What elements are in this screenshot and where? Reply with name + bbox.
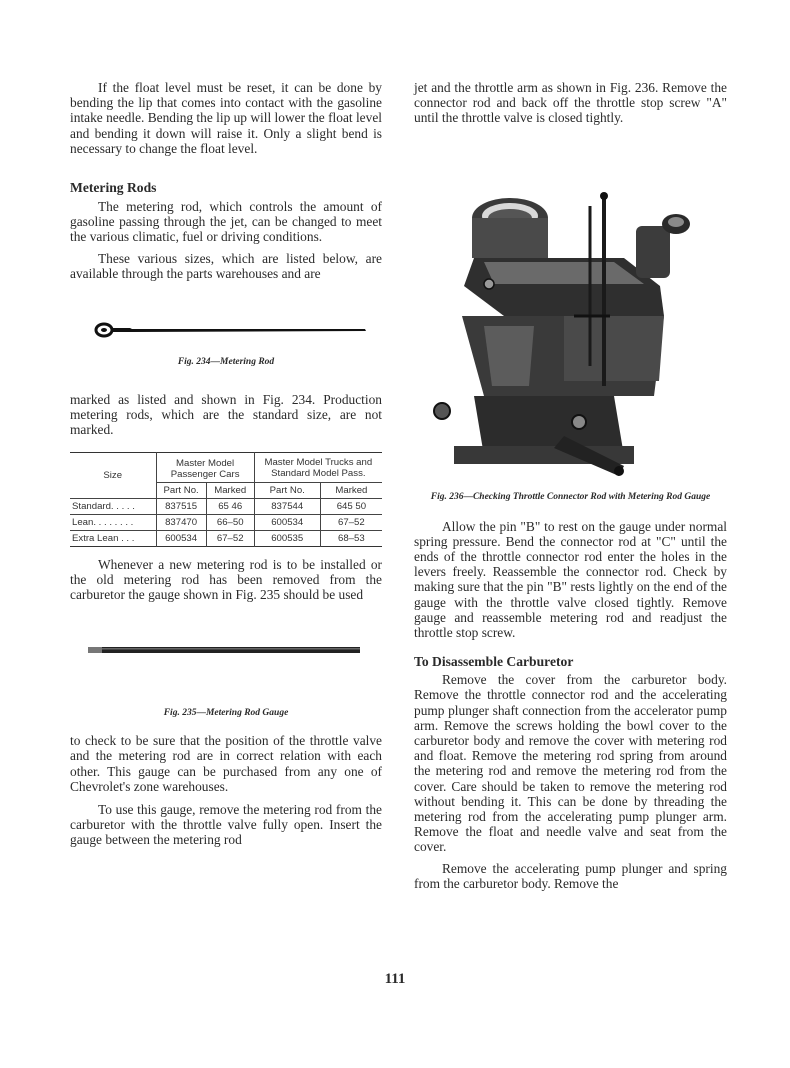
table-header-marked-2: Marked: [320, 482, 382, 498]
table-cell-part-no: 837470: [156, 514, 206, 530]
paragraph-use-gauge: To use this gauge, remove the metering rod from the carburetor with the throttle valve fully open. Insert the gauge between the metering rod: [70, 802, 382, 848]
table-cell-marked: 67–52: [320, 514, 382, 530]
table-header-passenger-cars: Master Model Passenger Cars: [156, 452, 254, 482]
fig-235-caption: Fig. 235—Metering Rod Gauge: [163, 708, 289, 719]
paragraph-jet-throttle-arm: jet and the throttle arm as shown in Fig. 236. Remove the connector rod and back off the throttle stop screw "A" until the throttle valve is closed tightly.: [414, 80, 727, 126]
table-header-part-no-1: Part No.: [156, 482, 206, 498]
paragraph-marked: marked as listed and shown in Fig. 234. Production metering rods, which are the standard size, are not marked.: [70, 392, 382, 438]
table-cell-part-no: 600535: [254, 530, 320, 546]
paragraph-check-position: to check to be sure that the position of the throttle valve and the metering rod are in correct relation with each other. This gauge can be purchased from any one of Chevrolet's zone warehouses.: [70, 733, 382, 794]
table-cell-marked: 68–53: [320, 530, 382, 546]
paragraph-float-level: If the float level must be reset, it can be done by bending the lip that comes into contact with the gasoline intake needle. Bending the lip up will lower the float level and bending it down will raise it. Only a slight bend is necessary to change the float level.: [70, 80, 382, 156]
right-column: [414, 80, 727, 891]
table-header-trucks: Master Model Trucks and Standard Model Pass.: [254, 452, 382, 482]
table-cell-size: Lean. . . . . . . .: [72, 516, 134, 528]
carburetor-illustration: [414, 166, 727, 486]
table-cell-marked: 645 50: [320, 498, 382, 514]
table-cell-size: Extra Lean . . .: [72, 532, 135, 544]
metering-rod-figure: [70, 319, 382, 343]
fig-234-caption: Fig. 234—Metering Rod: [177, 357, 275, 368]
table-header-marked-1: Marked: [206, 482, 254, 498]
table-cell-part-no: 600534: [156, 530, 206, 546]
paragraph-remove-cover: Remove the cover from the carburetor body. Remove the throttle connector rod and the accelerating pump plunger shaft connection from the accelerator pump arm. Remove the screws holding the bowl cover to the carburetor body and remove the cover with metering rod and float. Remove the metering rod spring from around the metering rod and remove the metering rod from the cover. Care should be taken to remove the metering rod without bending it. This can be done by threading the metering rod from the accelerating pump plunger arm. Remove the float and needle valve and seat from the cover.: [414, 672, 727, 855]
table-row: [70, 498, 382, 514]
paragraph-sizes-available: These various sizes, which are listed below, are available through the parts warehouses and are: [70, 250, 382, 281]
page-number: 111: [384, 971, 406, 987]
metering-rod-gauge-figure: [70, 644, 382, 658]
paragraph-allow-pin: Allow the pin "B" to rest on the gauge under normal spring pressure. Bend the connector rod at "C" until the ends of the throttle connector rod enter the holes in the levers freely. Reassemble the connector rod. Check by making sure that the pin "B" rests lightly on the end of the gauge with the throttle valve closed tightly. Remove gauge and reassemble metering rod and readjust the throttle stop screw.: [414, 518, 727, 641]
table-cell-part-no: 600534: [254, 514, 320, 530]
carburetor-photo: [414, 166, 727, 486]
paragraph-metering-rod-intro: The metering rod, which controls the amount of gasoline passing through the jet, can be changed to meet the various climatic, fuel or driving conditions.: [70, 199, 382, 245]
table-cell-marked: 66–50: [206, 514, 254, 530]
metering-rod-illustration: [70, 319, 382, 343]
table-header-part-no-2: Part No.: [254, 482, 320, 498]
table-header-size: Size: [103, 469, 123, 481]
table-cell-part-no: 837544: [254, 498, 320, 514]
paragraph-new-metering-rod: Whenever a new metering rod is to be installed or the old metering rod has been removed from the carburetor the gauge shown in Fig. 235 should be used: [70, 556, 382, 603]
fig-236-caption: Fig. 236—Checking Throttle Connector Rod with Metering Rod Gauge: [430, 491, 711, 502]
table-row: [70, 514, 382, 530]
heading-disassemble-carburetor: To Disassemble Carburetor: [414, 654, 574, 670]
table-cell-marked: 67–52: [206, 530, 254, 546]
table-cell-marked: 65 46: [206, 498, 254, 514]
table-row: [70, 530, 382, 546]
metering-rod-gauge-illustration: [70, 644, 382, 658]
table-cell-part-no: 837515: [156, 498, 206, 514]
metering-rod-sizes-table: [70, 452, 382, 547]
heading-metering-rods: Metering Rods: [70, 180, 157, 196]
paragraph-remove-pump-plunger: Remove the accelerating pump plunger and spring from the carburetor body. Remove the: [414, 860, 727, 891]
left-column: [70, 80, 382, 848]
table-cell-size: Standard. . . . .: [72, 500, 135, 512]
